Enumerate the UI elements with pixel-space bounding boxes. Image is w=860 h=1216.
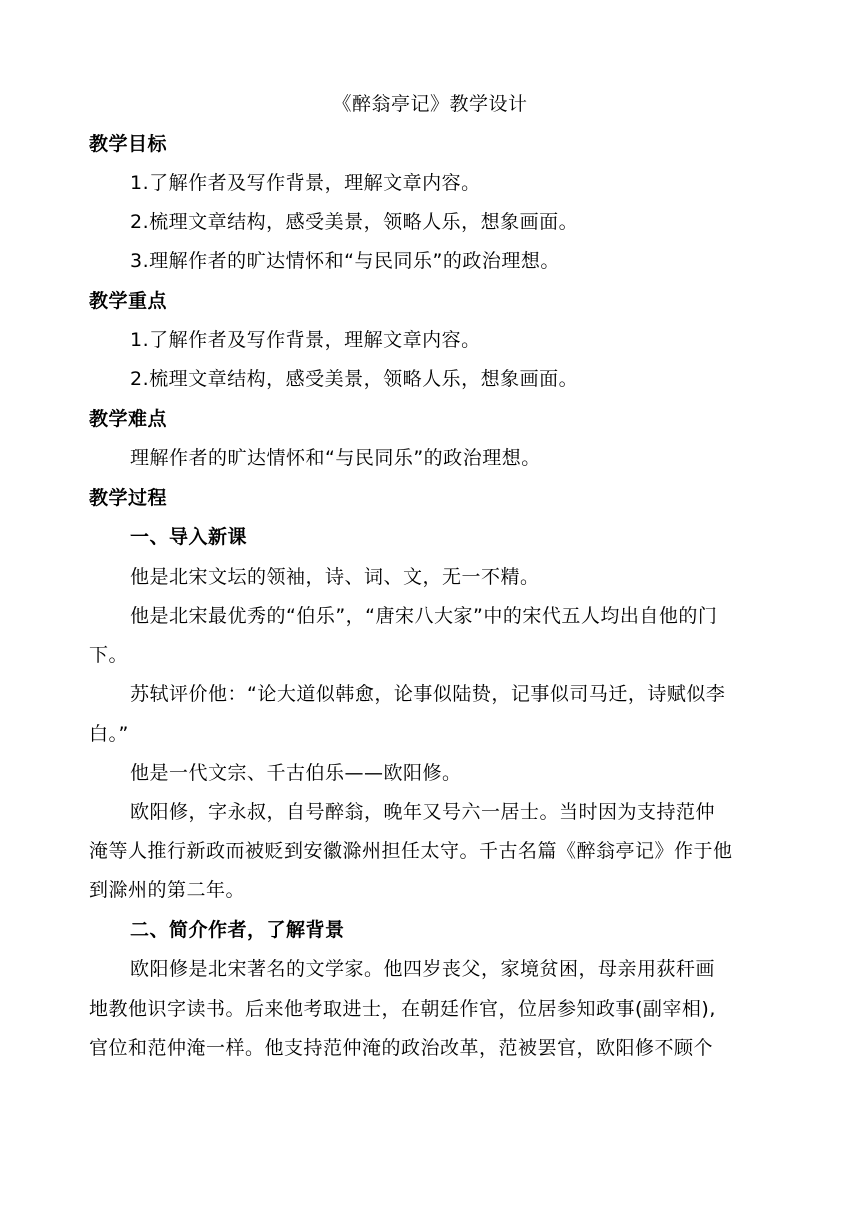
objectives-heading: 教学目标 (89, 133, 168, 155)
key-point-item-1: 1.了解作者及写作背景，理解文章内容。 (130, 329, 481, 351)
part2-line-2: 地教他识字读书。后来他考取进士，在朝廷作官，位居参知政事(副宰相), (89, 998, 716, 1020)
objective-item-1: 1.了解作者及写作背景，理解文章内容。 (130, 172, 481, 194)
part1-heading: 一、导入新课 (130, 526, 248, 548)
part2-line-3: 官位和范仲淹一样。他支持范仲淹的政治改革，范被罢官，欧阳修不顾个 (89, 1037, 714, 1059)
process-heading: 教学过程 (89, 487, 168, 509)
difficulties-heading: 教学难点 (89, 408, 168, 430)
difficulties-text: 理解作者的旷达情怀和“与民同乐”的政治理想。 (130, 447, 541, 469)
part1-line-5: 白。” (89, 723, 129, 745)
part1-line-6: 他是一代文宗、千古伯乐——欧阳修。 (130, 762, 462, 784)
key-points-heading: 教学重点 (89, 290, 168, 312)
part1-line-2: 他是北宋最优秀的“伯乐”，“唐宋八大家”中的宋代五人均出自他的门 (130, 605, 718, 627)
part2-heading: 二、简介作者，了解背景 (130, 919, 345, 941)
document-title: 《醉翁亭记》教学设计 (332, 93, 528, 115)
part1-line-9: 到滁州的第二年。 (89, 879, 246, 901)
objective-item-2: 2.梳理文章结构，感受美景，领略人乐，想象画面。 (130, 211, 579, 233)
part1-line-1: 他是北宋文坛的领袖，诗、词、文，无一不精。 (130, 566, 540, 588)
objective-item-3: 3.理解作者的旷达情怀和“与民同乐”的政治理想。 (130, 250, 560, 272)
part1-line-4: 苏轼评价他：“论大道似韩愈，论事似陆贽，记事似司马迁，诗赋似李 (130, 683, 726, 705)
part1-line-8: 淹等人推行新政而被贬到安徽滁州担任太守。千古名篇《醉翁亭记》作于他 (89, 840, 733, 862)
part2-line-1: 欧阳修是北宋著名的文学家。他四岁丧父，家境贫困，母亲用荻秆画 (130, 958, 716, 980)
part1-line-3: 下。 (89, 644, 129, 666)
key-point-item-2: 2.梳理文章结构，感受美景，领略人乐，想象画面。 (130, 368, 579, 390)
part1-line-7: 欧阳修，字永叔，自号醉翁，晚年又号六一居士。当时因为支持范仲 (130, 801, 716, 823)
